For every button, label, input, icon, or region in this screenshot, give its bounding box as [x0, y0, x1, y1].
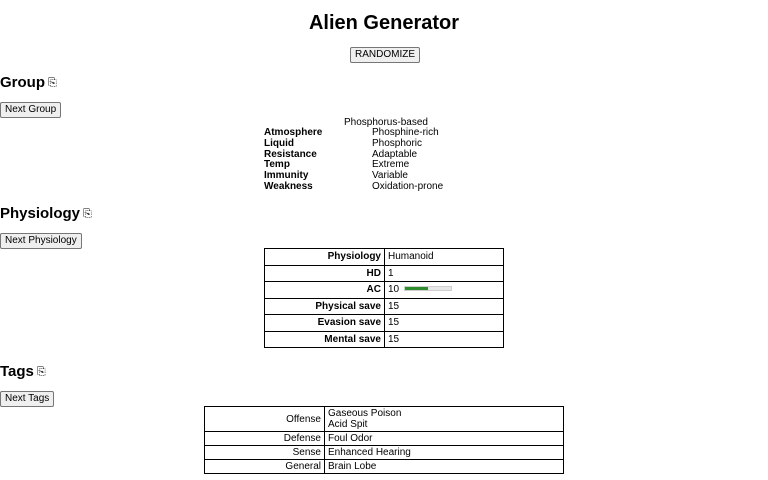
physiology-value: 15 [385, 331, 504, 348]
tag-item: Brain Lobe [328, 461, 377, 472]
table-row [205, 460, 564, 474]
ac-value: 10 [388, 284, 400, 296]
tag-item: Foul Odor [328, 433, 373, 444]
group-value: Variable [372, 170, 408, 182]
tags-value [325, 432, 564, 446]
physiology-value: 15 [385, 315, 504, 332]
physiology-value: 15 [385, 298, 504, 315]
table-row [265, 298, 504, 315]
tags-table [204, 406, 564, 474]
table-row [205, 446, 564, 460]
group-key: Temp [264, 159, 290, 171]
tags-value [325, 446, 564, 460]
tag-item: Gaseous Poison [328, 408, 402, 419]
physiology-key: Physiology [265, 249, 385, 266]
group-value: Extreme [372, 159, 410, 171]
tags-key: Sense [205, 446, 325, 460]
tag-item: Enhanced Hearing [328, 447, 411, 458]
physiology-key: AC [265, 282, 385, 299]
group-subtitle: Phosphorus-based [344, 117, 428, 128]
group-value: Oxidation-prone [372, 180, 444, 192]
table-row [265, 249, 504, 266]
group-key: Atmosphere [264, 127, 323, 138]
table-row [205, 407, 564, 432]
copy-icon[interactable]: ⎘ [83, 208, 92, 220]
table-row [205, 432, 564, 446]
table-row [265, 315, 504, 332]
next-group-button[interactable]: Next Group [0, 102, 61, 118]
table-row [265, 331, 504, 348]
physiology-key: HD [265, 265, 385, 282]
group-value: Phosphine-rich [372, 127, 439, 138]
tags-key: General [205, 460, 325, 474]
physiology-value: Humanoid [385, 249, 504, 266]
tag-item: Acid Spit [328, 419, 368, 430]
physiology-value-ac [385, 282, 504, 299]
tags-heading [0, 363, 46, 381]
table-row [265, 265, 504, 282]
group-heading-text: Group [0, 74, 45, 91]
ac-progress-fill [405, 287, 428, 290]
tags-key: Offense [205, 407, 325, 432]
tags-key: Defense [205, 432, 325, 446]
group-key: Weakness [264, 180, 313, 192]
physiology-key: Evasion save [265, 315, 385, 332]
group-key: Liquid [264, 137, 294, 149]
group-row-weakness [264, 182, 484, 193]
physiology-key: Mental save [265, 331, 385, 348]
tags-heading-text: Tags [0, 363, 34, 380]
tags-value [325, 407, 564, 432]
physiology-value: 1 [385, 265, 504, 282]
physiology-table [264, 248, 504, 348]
next-physiology-button[interactable]: Next Physiology [0, 233, 82, 249]
copy-icon[interactable]: ⎘ [36, 366, 46, 378]
randomize-button[interactable]: RANDOMIZE [350, 47, 420, 63]
physiology-heading-text: Physiology [0, 205, 81, 222]
table-row [265, 282, 504, 299]
ac-progress-bar [404, 286, 452, 291]
group-value: Phosphoric [372, 137, 423, 149]
group-value: Adaptable [372, 148, 418, 160]
group-attributes [264, 128, 484, 193]
group-heading [0, 74, 57, 92]
group-key: Resistance [264, 148, 317, 160]
physiology-key: Physical save [265, 298, 385, 315]
tags-value [325, 460, 564, 474]
physiology-heading [0, 205, 92, 223]
group-key: Immunity [264, 170, 309, 182]
group-row-liquid [264, 139, 484, 150]
next-tags-button[interactable]: Next Tags [0, 391, 54, 407]
page-title: Alien Generator [308, 12, 460, 34]
copy-icon[interactable]: ⎘ [48, 77, 57, 89]
